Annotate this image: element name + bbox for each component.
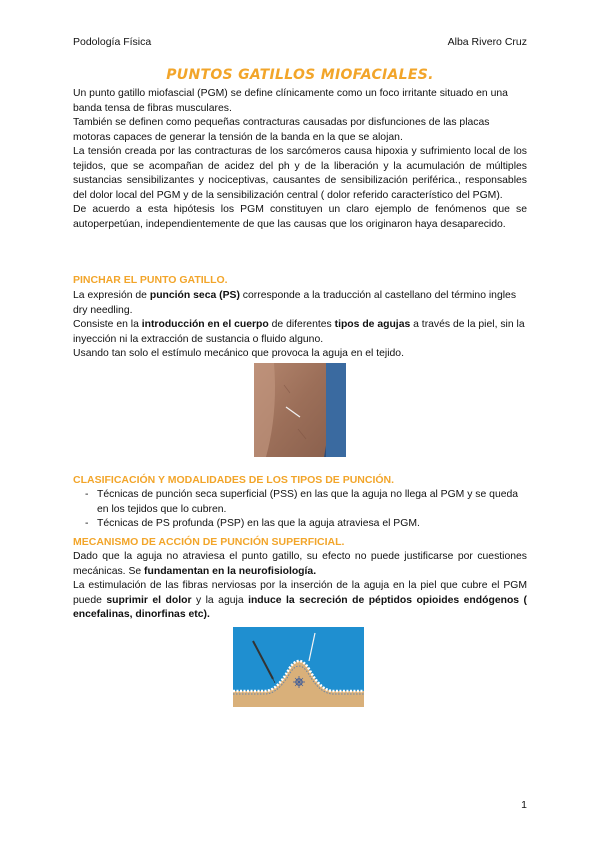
bold-term-peptidos-opioides: induce la secreción de péptidos opioides endógenos ( encefalinas, dinorfinas etc).	[73, 594, 527, 620]
mecanismo-paragraph-2	[73, 579, 527, 623]
intro-section	[73, 87, 527, 232]
page-number: 1	[521, 799, 527, 811]
dry-needling-photo	[254, 363, 346, 457]
bold-term-tipos-agujas: tipos de agujas	[334, 319, 411, 330]
section-pinchar	[73, 289, 527, 362]
bold-term-introduccion: introducción en el cuerpo	[141, 319, 269, 330]
document-title: PUNTOS GATILLOS MIOFACIALES.	[166, 67, 434, 83]
intro-paragraph-3: La tensión creada por las contracturas de los sarcómeros causa hipoxia y sufrimiento local de los tejidos, que se acompañan de acidez del ph y de la liberación y la acumulación de múltiples sustancias sensibilizantes y nociceptivas, causantes de sensibilización periférica., responsables del dolor local del PGM y de la sensibilización central ( dolor referido característico del PGM).	[73, 146, 527, 201]
section-heading-mecanismo: MECANISMO DE ACCIÓN DE PUNCIÓN SUPERFICIAL.	[73, 536, 345, 548]
bold-term-puncion-seca: punción seca (PS)	[149, 290, 240, 301]
text-run: corresponde a la traducción al castellano del término ingles dry needling.	[73, 290, 517, 316]
bold-term-suprimir-dolor: suprimir el dolor	[106, 594, 192, 606]
list-item: - Técnicas de PS profunda (PSP) en las que la aguja atraviesa el PGM.	[73, 517, 527, 532]
text-run: y la aguja	[191, 594, 249, 606]
intro-paragraph-2: También se definen como pequeñas contracturas causadas por disfunciones de las placas motoras capaces de generar la tensión de la banda en la que se alojan.	[73, 117, 490, 143]
section-heading-pinchar: PINCHAR EL PUNTO GATILLO.	[73, 274, 228, 286]
pinchar-paragraph-2	[73, 318, 527, 347]
header-subject: Podología Física	[73, 36, 152, 48]
text-run: La expresión de	[73, 290, 150, 301]
pinchar-paragraph-3: Usando tan solo el estímulo mecánico que provoca la aguja en el tejido.	[73, 348, 404, 359]
superficial-puncture-diagram	[233, 627, 364, 707]
mecanismo-paragraph-1	[73, 550, 527, 579]
header-author: Alba Rivero Cruz	[447, 36, 527, 48]
section-heading-clasificacion: CLASIFICACIÓN Y MODALIDADES DE LOS TIPOS DE PUNCIÓN.	[73, 474, 395, 486]
intro-paragraph-4: De acuerdo a esta hipótesis los PGM constituyen un claro ejemplo de fenómenos que se autoperpetúan, independientemente de que las causas que los originaron haya desaparecido.	[73, 204, 527, 230]
list-item: - Técnicas de punción seca superficial (PSS) en las que la aguja no llega al PGM y se queda en los tejidos que lo cubren.	[73, 488, 527, 517]
section-clasificacion	[73, 488, 527, 532]
text-run: a través de la piel, sin la inyección ni la extracción de sustancia o fluido alguno.	[73, 319, 525, 345]
text-run: de diferentes	[268, 319, 335, 330]
section-mecanismo	[73, 550, 527, 623]
text-run: Dado que la aguja no atraviesa el punto gatillo, su efecto no puede justificarse por cuestiones mecánicas. Se	[73, 551, 527, 577]
technique-list	[73, 488, 527, 532]
bold-term-neurofisiologia: fundamentan en la neurofisiología.	[144, 565, 317, 577]
text-run: La estimulación de las fibras nerviosas por la inserción de la aguja en la piel que cubre el PGM puede	[73, 580, 527, 606]
intro-paragraph-1: Un punto gatillo miofascial (PGM) se define clínicamente como un foco irritante situado en una banda tensa de fibras musculares.	[73, 88, 508, 114]
pinchar-paragraph-1	[73, 289, 527, 318]
text-run: Consiste en la	[73, 319, 142, 330]
